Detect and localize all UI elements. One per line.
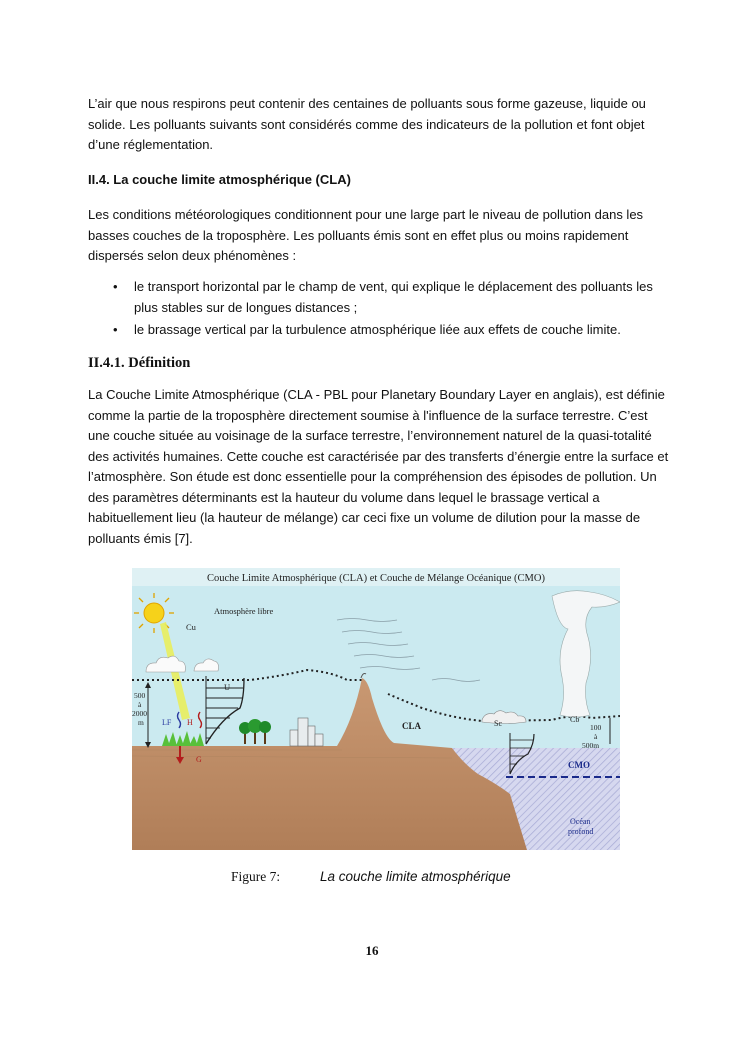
label-cb: Cb: [570, 715, 580, 724]
label-free-atmosphere: Atmosphère libre: [214, 606, 274, 616]
label-ocean-a: à: [594, 732, 598, 741]
bullet-icon: •: [113, 322, 118, 337]
label-sc: Sc: [494, 719, 502, 728]
bullet-list: [88, 277, 678, 343]
subsection-heading: II.4.1. Définition: [88, 355, 191, 371]
label-h: H: [187, 718, 193, 727]
label-deep-ocean-1: Océan: [570, 817, 591, 826]
label-cmo: CMO: [568, 760, 590, 770]
page-number: 16: [365, 943, 379, 958]
label-u: U: [224, 682, 231, 692]
bullet-icon: •: [113, 279, 118, 294]
figure-title: Couche Limite Atmosphérique (CLA) et Couche de Mélange Océanique (CMO): [207, 573, 545, 584]
label-cla: CLA: [402, 721, 422, 731]
label-2000: 2000: [132, 709, 147, 718]
label-ocean-500m: 500m: [582, 741, 600, 750]
bullet-item: • le brassage vertical par la turbulence atmosphérique liée aux effets de couche limite.: [88, 320, 678, 341]
label-m: m: [138, 718, 144, 727]
paragraph-conditions: Les conditions météorologiques conditionnent pour une large part le niveau de pollution dans les basses couches de la troposphère. Les polluants émis sont en effet plus ou moins rapidement dispersés selon deux phénomènes :: [88, 207, 644, 263]
label-ocean-100: 100: [590, 723, 602, 732]
caption-number: Figure 7:: [231, 869, 281, 884]
figure-boundary-layer: [132, 568, 620, 850]
bullet-item: • le transport horizontal par le champ de vent, qui explique le déplacement des polluants les plus stables sur de longues distances ;: [113, 279, 653, 315]
figure-diagram: [132, 568, 620, 850]
label-cu: Cu: [186, 622, 196, 632]
section-heading: II.4. La couche limite atmosphérique (CLA): [88, 172, 351, 187]
paragraph-intro: L’air que nous respirons peut contenir des centaines de polluants sous forme gazeuse, liquide ou solide. Les polluants suivants sont considérés comme des indicateurs de la pollution et font objet d’une réglementation.: [88, 96, 646, 152]
label-lf: LF: [162, 718, 172, 727]
label-g: G: [196, 755, 202, 764]
label-deep-ocean-2: profond: [568, 827, 594, 836]
caption-title: La couche limite atmosphérique: [320, 869, 511, 884]
label-500: 500: [134, 691, 146, 700]
paragraph-definition: La Couche Limite Atmosphérique (CLA - PBL pour Planetary Boundary Layer en anglais), est définie comme la partie de la troposphère directement soumise à l'influence de la surface terrestre. C’est une couche située au voisinage de la surface terrestre, l’environnement naturel de la quasi-totalité des activités humaines. Cette couche est caractérisée par des transferts d’énergie entre la surface et l’atmosphère. Son étude est donc essentielle pour la compréhension des épisodes de pollution. Un des paramètres déterminants est la hauteur du volume dans lequel le brassage vertical a habituellement lieu (la hauteur de mélange) car ceci fixe un volume de dilution pour la masse de polluants émis [7].: [88, 387, 669, 546]
label-a: à: [138, 700, 142, 709]
